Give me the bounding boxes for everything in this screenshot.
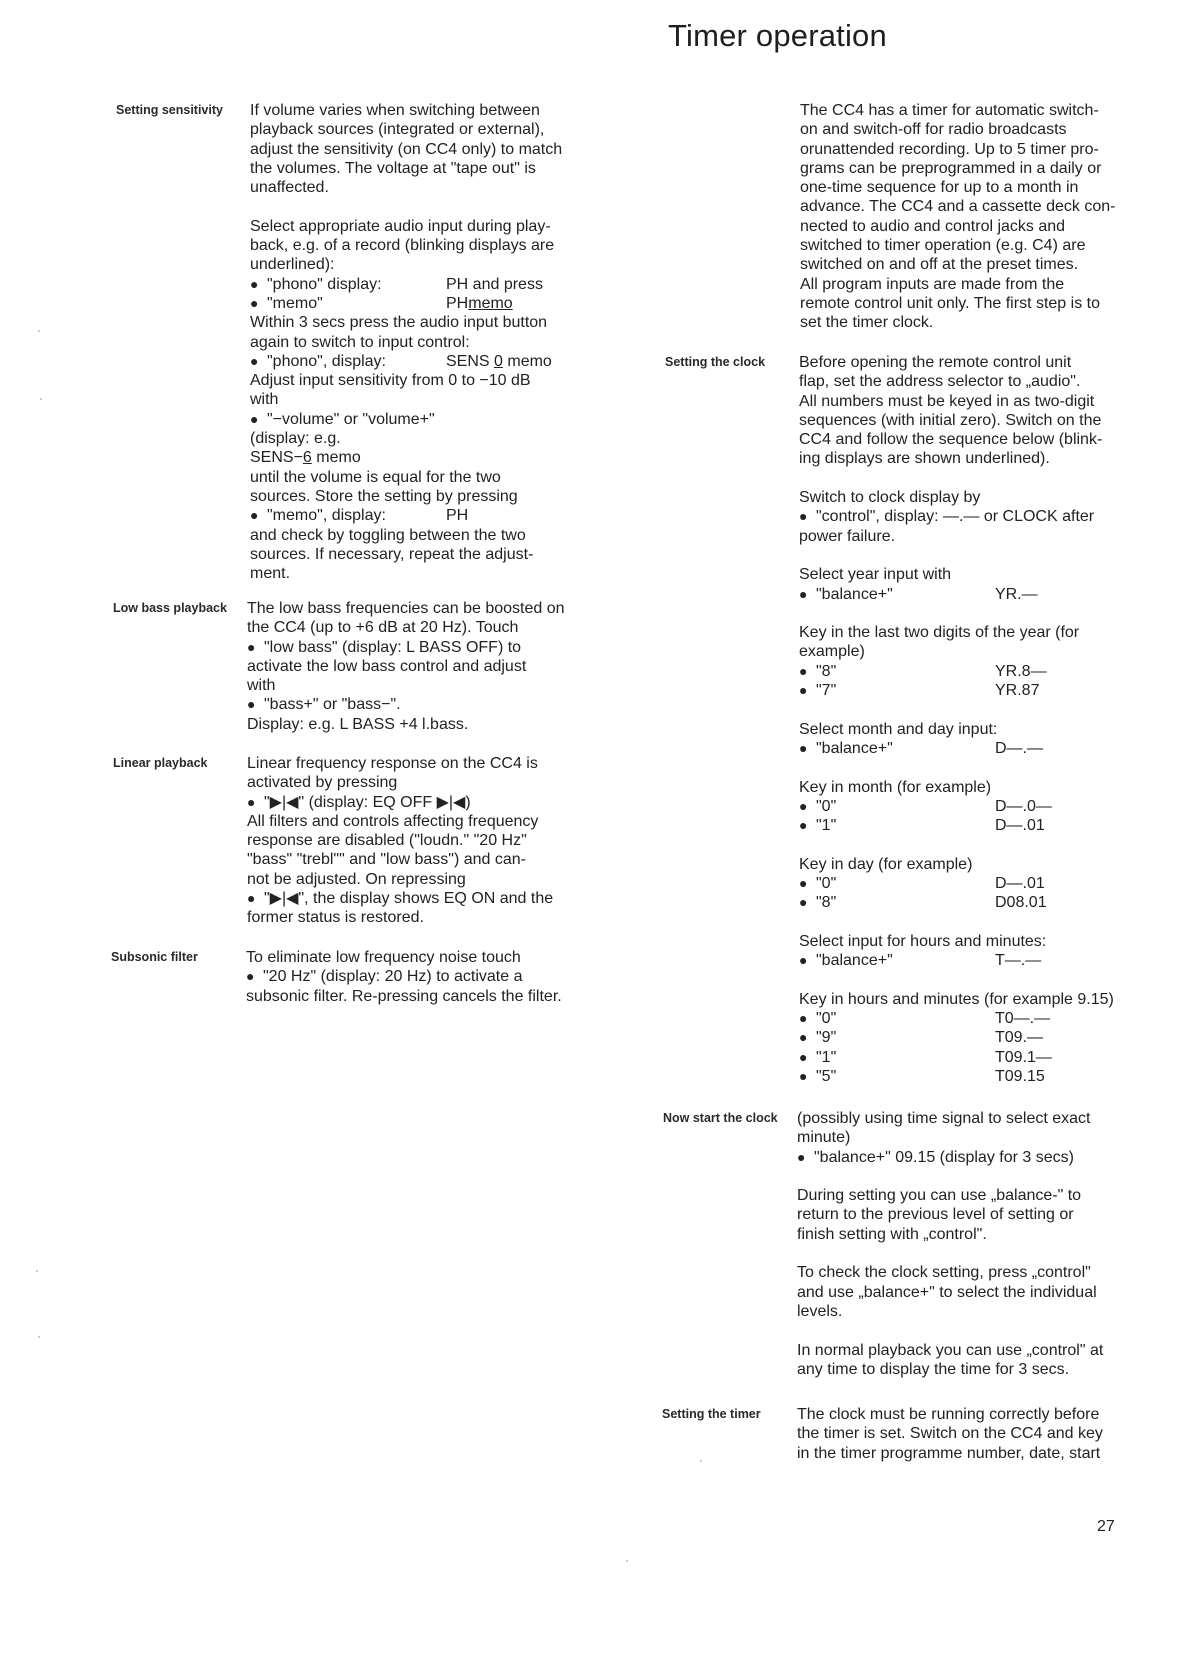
text-line: playback sources (integrated or external),: [250, 121, 545, 139]
key-text: "5": [816, 1067, 837, 1085]
display-text-blinking: memo: [468, 294, 513, 312]
subsonic-filter-text: [246, 948, 586, 1006]
display-text: T09.1—: [995, 1048, 1052, 1066]
text-line: underlined):: [250, 256, 335, 274]
text-line: Within 3 secs press the audio input button: [250, 314, 548, 332]
bullet-month-balance: [799, 739, 1139, 758]
text-line: set the timer clock.: [800, 314, 934, 332]
bullet-minute-1: [799, 1048, 1139, 1067]
display-text: SENS: [446, 352, 495, 370]
text-line: Select year input with: [799, 566, 952, 584]
text-line: return to the previous level of setting or: [797, 1206, 1074, 1224]
clock-year-step: [799, 565, 1139, 604]
bullet-phono: [250, 275, 580, 294]
display-text: T09.—: [995, 1029, 1044, 1047]
bullet-bass: ● "bass+" or "bass−".: [247, 695, 577, 714]
sens-display-example: [250, 448, 580, 467]
key-text: "phono", display:: [267, 352, 386, 370]
text-line: (possibly using time signal to select exact: [797, 1110, 1091, 1127]
bullet-day-0: [799, 874, 1139, 893]
display-text: PH: [446, 294, 469, 312]
start-paragraph-4: [797, 1341, 1137, 1380]
text-line: one-time sequence for up to a month in: [800, 179, 1079, 197]
bullet-low-bass: ● "low bass" (display: L BASS OFF) to: [247, 638, 577, 657]
text-line: Switch to clock display by: [799, 489, 981, 507]
text-line: All program inputs are made from the: [800, 275, 1065, 293]
bullet-linear-repress: ● "▶|◀", the display shows EQ ON and the: [247, 889, 577, 908]
key-text: "8": [816, 662, 837, 680]
clock-keyhours-step: [799, 990, 1139, 1086]
timer-intro-text: [800, 101, 1130, 333]
text-line: sources. Store the setting by pressing: [250, 487, 518, 505]
side-label-linear-playback: Linear playback: [113, 756, 208, 770]
display-text: T—.—: [995, 952, 1042, 970]
sensitivity-paragraph-2: [250, 217, 580, 584]
bullet-memo-display: [250, 506, 580, 525]
sensitivity-paragraph-1: [250, 101, 580, 197]
text-line: back, e.g. of a record (blinking displays are: [250, 237, 555, 255]
scan-speck: [38, 330, 40, 332]
display-text: T0—.—: [995, 1010, 1051, 1028]
text-line: activate the low bass control and adjust: [247, 657, 527, 675]
bullet-day-8: [799, 893, 1139, 912]
side-label-setting-sensitivity: Setting sensitivity: [116, 103, 223, 117]
text-line: power failure.: [799, 527, 896, 545]
display-text-blinking: 0: [494, 352, 503, 370]
text-line: the volumes. The voltage at "tape out" is: [250, 159, 536, 177]
text-line: The CC4 has a timer for automatic switch-: [800, 102, 1099, 119]
display-text: D—.01: [995, 875, 1045, 893]
key-text: "0": [816, 875, 837, 893]
key-text: "0": [816, 797, 837, 815]
linear-playback-text: [247, 754, 577, 928]
text-line: During setting you can use „balance-" to: [797, 1187, 1082, 1205]
text-line: sequences (with initial zero). Switch on the: [799, 411, 1102, 429]
page-title: Timer operation: [668, 18, 887, 53]
text-line: Key in day (for example): [799, 855, 973, 873]
text-line: on and switch-off for radio broadcasts: [800, 121, 1067, 139]
text-line: If volume varies when switching between: [250, 102, 540, 119]
key-text: "memo": [267, 294, 323, 312]
text-line: levels.: [797, 1302, 843, 1320]
text-line: In normal playback you can use „control" at: [797, 1341, 1104, 1359]
setting-timer-text: [797, 1405, 1137, 1463]
key-text: "balance+": [816, 585, 893, 603]
key-text: "1": [816, 817, 837, 835]
display-text: D—.0—: [995, 797, 1052, 815]
display-text-blinking: 6: [302, 449, 312, 467]
text-line: Adjust input sensitivity from 0 to −10 dB: [250, 372, 531, 390]
text-line: Before opening the remote control unit: [799, 354, 1072, 371]
bullet-start-balance: ● "balance+" 09.15 (display for 3 secs): [797, 1148, 1137, 1167]
text-line: example): [799, 643, 865, 661]
text-line: Linear frequency response on the CC4 is: [247, 755, 538, 772]
key-text: "0": [816, 1010, 837, 1028]
scan-speck: [40, 398, 42, 400]
text-line: and check by toggling between the two: [250, 526, 526, 544]
text-line: sources. If necessary, repeat the adjust-: [250, 545, 534, 563]
display-text: SENS−: [250, 449, 303, 467]
text-line: (display: e.g.: [250, 430, 341, 448]
display-text: PH and press: [446, 275, 543, 293]
display-text: YR.87: [995, 682, 1040, 700]
text-line: advance. The CC4 and a cassette deck con-: [800, 198, 1116, 216]
scan-speck: [38, 1336, 40, 1338]
key-text: "1": [816, 1048, 837, 1066]
display-text: PH: [446, 507, 469, 525]
text-line: in the timer programme number, date, start: [797, 1444, 1101, 1462]
text-line: the CC4 (up to +6 dB at 20 Hz). Touch: [247, 619, 519, 637]
text-line: orunattended recording. Up to 5 timer pro-: [800, 140, 1099, 158]
clock-month-step: [799, 720, 1139, 759]
low-bass-text: [247, 599, 577, 734]
text-line: Display: e.g. L BASS +4 l.bass.: [247, 715, 469, 733]
scan-speck: [36, 1270, 38, 1272]
bullet-phono-display: [250, 352, 580, 371]
bullet-volume: ● "−volume" or "volume+": [250, 410, 580, 429]
text-line: remote control unit only. The first step is to: [800, 294, 1100, 312]
clock-keymonth-step: [799, 778, 1139, 836]
bullet-year-balance: [799, 585, 1139, 604]
bullet-memo: [250, 294, 580, 313]
bullet-hour-9: [799, 1028, 1139, 1047]
text-line: switched to timer operation (e.g. C4) are: [800, 237, 1086, 255]
start-paragraph-3: [797, 1263, 1137, 1321]
text-line: Select input for hours and minutes:: [799, 932, 1047, 950]
text-line: "bass" "trebl"" and "low bass") and can-: [247, 851, 526, 869]
bullet-control: ● "control", display: —.— or CLOCK after: [799, 507, 1139, 526]
bullet-linear: ● "▶|◀" (display: EQ OFF ▶|◀): [247, 793, 577, 812]
text-line: response are disabled ("loudn." "20 Hz": [247, 832, 527, 850]
clock-switch-step: [799, 488, 1139, 546]
bullet-hour-0: [799, 1009, 1139, 1028]
start-clock-text: [797, 1109, 1137, 1379]
text-line: the timer is set. Switch on the CC4 and key: [797, 1425, 1103, 1443]
text-line: The clock must be running correctly before: [797, 1406, 1100, 1423]
text-line: Select appropriate audio input during play-: [250, 217, 551, 235]
page-number: 27: [1097, 1518, 1115, 1535]
bullet-month-0: [799, 797, 1139, 816]
text-line: unaffected.: [250, 179, 329, 197]
bullet-key-8: [799, 662, 1139, 681]
bullet-month-1: [799, 816, 1139, 835]
setting-clock-text: [799, 353, 1139, 1086]
text-line: and use „balance+" to select the individual: [797, 1283, 1097, 1301]
display-text: YR.8—: [995, 662, 1047, 680]
side-label-low-bass-playback: Low bass playback: [113, 601, 227, 615]
text-line: To eliminate low frequency noise touch: [246, 949, 521, 966]
display-text: D—.—: [995, 739, 1043, 757]
text-line: Key in hours and minutes (for example 9.15): [799, 990, 1114, 1008]
text-line: Key in the last two digits of the year (for: [799, 624, 1080, 642]
scan-speck: [626, 1560, 628, 1562]
text-line: adjust the sensitivity (on CC4 only) to match: [250, 140, 563, 158]
text-line: The low bass frequencies can be boosted on: [247, 600, 565, 617]
text-line: All numbers must be keyed in as two-digit: [799, 392, 1095, 410]
display-text: YR.—: [995, 585, 1038, 603]
text-line: with: [247, 677, 276, 695]
text-line: former status is restored.: [247, 909, 424, 927]
bullet-20hz: ● "20 Hz" (display: 20 Hz) to activate a: [246, 967, 586, 986]
text-line: ing displays are shown underlined).: [799, 450, 1050, 468]
setting-sensitivity-text: [250, 101, 580, 583]
key-text: "balance+": [816, 739, 893, 757]
side-label-now-start-the-clock: Now start the clock: [663, 1111, 778, 1125]
clock-paragraph-1: [799, 353, 1139, 469]
key-text: "7": [816, 682, 837, 700]
text-line: flap, set the address selector to „audio".: [799, 373, 1081, 391]
side-label-setting-the-timer: Setting the timer: [662, 1407, 761, 1421]
display-text: memo: [311, 449, 361, 467]
text-line: All filters and controls affecting frequency: [247, 812, 539, 830]
bullet-minute-5: [799, 1067, 1139, 1086]
display-text: D08.01: [995, 894, 1047, 912]
text-line: activated by pressing: [247, 774, 398, 792]
text-line: minute): [797, 1129, 851, 1147]
side-label-subsonic-filter: Subsonic filter: [111, 950, 198, 964]
text-line: grams can be preprogrammed in a daily or: [800, 159, 1102, 177]
clock-keyyear-step: [799, 623, 1139, 700]
text-line: again to switch to input control:: [250, 333, 470, 351]
start-paragraph-1: [797, 1109, 1137, 1167]
key-text: "phono" display:: [267, 275, 382, 293]
text-line: CC4 and follow the sequence below (blink-: [799, 431, 1103, 449]
text-line: Key in month (for example): [799, 778, 992, 796]
text-line: ment.: [250, 565, 291, 583]
text-line: until the volume is equal for the two: [250, 468, 501, 486]
start-paragraph-2: [797, 1186, 1137, 1244]
text-line: with: [250, 391, 279, 409]
scan-speck: [700, 1460, 702, 1462]
text-line: To check the clock setting, press „control": [797, 1264, 1091, 1282]
text-line: not be adjusted. On repressing: [247, 870, 466, 888]
text-line: subsonic filter. Re-pressing cancels the filter.: [246, 987, 562, 1005]
text-line: finish setting with „control".: [797, 1225, 987, 1243]
key-text: "memo", display:: [267, 507, 386, 525]
display-text: D—.01: [995, 817, 1045, 835]
bullet-key-7: [799, 681, 1139, 700]
key-text: "9": [816, 1029, 837, 1047]
text-line: Select month and day input:: [799, 720, 998, 738]
clock-hours-step: [799, 932, 1139, 971]
display-text: T09.15: [995, 1067, 1045, 1085]
side-label-setting-the-clock: Setting the clock: [665, 355, 766, 369]
text-line: any time to display the time for 3 secs.: [797, 1360, 1070, 1378]
text-line: switched on and off at the preset times.: [800, 256, 1079, 274]
key-text: "8": [816, 894, 837, 912]
display-text: memo: [502, 352, 552, 370]
text-line: nected to audio and control jacks and: [800, 217, 1066, 235]
bullet-hours-balance: [799, 951, 1139, 970]
clock-keyday-step: [799, 855, 1139, 913]
key-text: "balance+": [816, 952, 893, 970]
